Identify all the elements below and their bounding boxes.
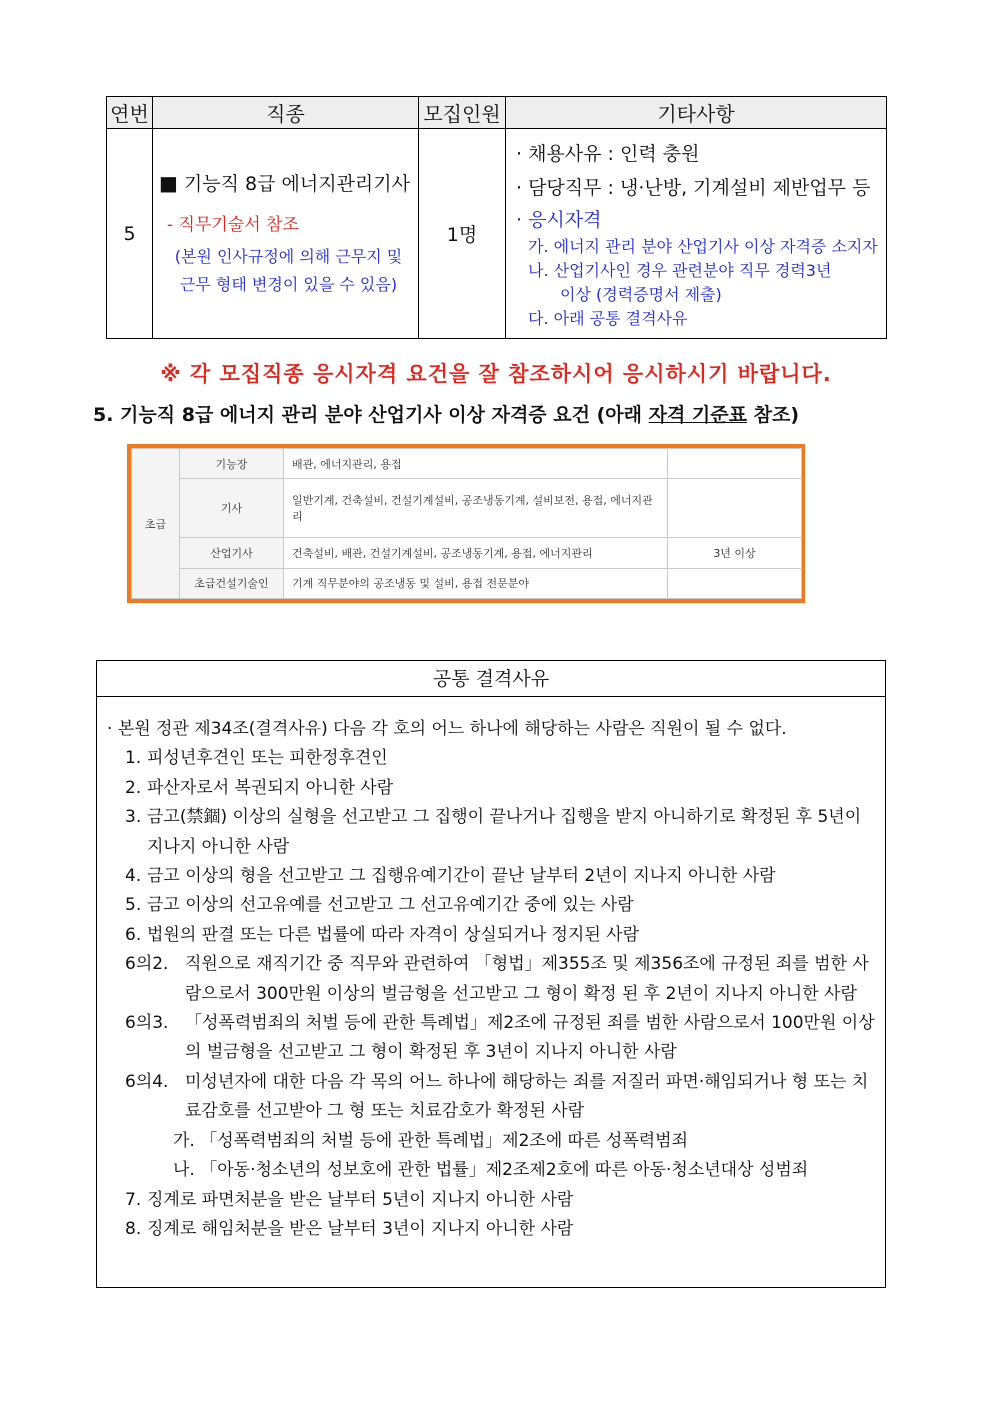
fields-cell: 기계 직무분야의 공조냉동 및 설비, 용접 전문분야: [284, 568, 668, 598]
years-cell: [668, 568, 802, 598]
section-5-prefix: 5. 기능직 8급 에너지 관리 분야 산업기사 이상 자격증 요건 (아래: [93, 404, 649, 426]
job-note-line2: 근무 형태 변경이 있을 수 있음): [179, 274, 398, 294]
row-job-cell: [153, 129, 419, 339]
list-item: [107, 1009, 879, 1068]
item-number: 1.: [125, 748, 142, 769]
header-count: 모집인원: [419, 97, 506, 129]
square-bullet-icon: ■: [159, 170, 178, 195]
table-row: [132, 568, 802, 598]
header-other: 기타사항: [506, 97, 887, 129]
item-number: 5.: [125, 895, 142, 916]
years-cell: 3년 이상: [668, 538, 802, 568]
list-item: [107, 921, 879, 950]
sub-item-a: 가. 「성폭력범죄의 처벌 등에 관한 특례법」제2조에 따른 성폭력범죄: [173, 1130, 689, 1151]
item-number: 2.: [125, 777, 142, 798]
item-text: 금고 이상의 형을 선고받고 그 집행유예기간이 끝난 날부터 2년이 지나지 아니한 사람: [147, 866, 776, 887]
item-text: 파산자로서 복권되지 아니한 사람: [147, 777, 394, 798]
item-number: 8.: [125, 1218, 142, 1239]
disqualification-body: [97, 697, 885, 1244]
level-cell: 초급: [132, 449, 180, 599]
list-item: [107, 744, 879, 773]
item-number: 6의4.: [125, 1071, 169, 1092]
table-row: [132, 479, 802, 538]
qualification-b2: 이상 (경력증명서 제출): [560, 284, 722, 304]
table-row: [132, 449, 802, 479]
item-text: 징계로 해임처분을 받은 날부터 3년이 지나지 아니한 사람: [147, 1218, 574, 1239]
row-count: 1명: [419, 129, 506, 339]
duty: · 담당직무 : 냉·난방, 기계설비 제반업무 등: [516, 176, 871, 199]
row-other-cell: [506, 129, 887, 339]
section-5-suffix: 참조): [747, 404, 800, 426]
job-note-line1: (본원 인사규정에 의해 근무지 및: [174, 246, 403, 266]
disqualification-title: 공통 결격사유: [97, 661, 885, 697]
item-number: 7.: [125, 1189, 142, 1210]
job-title: 기능직 8급 에너지관리기사: [183, 172, 410, 195]
item-number: 6의3.: [125, 1013, 169, 1034]
table-row: [132, 538, 802, 568]
item-text: 징계로 파면처분을 받은 날부터 5년이 지나지 아니한 사람: [147, 1189, 574, 1210]
job-title-line: [159, 169, 418, 196]
header-job-type: 직종: [153, 97, 419, 129]
list-item: [107, 1068, 879, 1127]
list-item: [107, 803, 879, 862]
job-table-row: [107, 129, 887, 339]
section-5-underlined: 자격 기준표: [648, 404, 747, 426]
job-note: [159, 243, 418, 299]
grade-cell: 기사: [180, 479, 284, 538]
item-text: 금고(禁錮) 이상의 실형을 선고받고 그 집행이 끝나거나 집행을 받지 아니하기로 확정된 후 5년이 지나지 아니한 사람: [147, 807, 862, 857]
header-no: 연번: [107, 97, 153, 129]
qualification-b1: 나. 산업기사인 경우 관련분야 직무 경력3년: [528, 260, 832, 280]
years-cell: [668, 449, 802, 479]
item-text: 금고 이상의 선고유예를 선고받고 그 선고유예기간 중에 있는 사람: [147, 895, 634, 916]
item-text: 직원으로 재직기간 중 직무와 관련하여 「형법」제355조 및 제356조에 규정된 죄를 범한 사람으로서 300만원 이상의 벌금형을 선고받고 그 형이 확정 된 후 2년이 지나지 아니한 사람: [185, 954, 869, 1004]
grade-cell: 기능장: [180, 449, 284, 479]
item-text: 미성년자에 대한 다음 각 목의 어느 하나에 해당하는 죄를 저질러 파면·해임되거나 형 또는 치료감호를 선고받아 그 형 또는 치료감호가 확정된 사람: [185, 1071, 869, 1122]
section-5-heading: [93, 400, 799, 427]
qualification-title: · 응시자격: [516, 208, 602, 231]
item-text: 피성년후견인 또는 피한정후견인: [147, 748, 388, 769]
list-item: [107, 1186, 879, 1215]
item-number: 6의2.: [125, 954, 169, 975]
list-item: [107, 774, 879, 803]
notice: ※ 각 모집직종 응시자격 요건을 잘 참조하시어 응시하시기 바랍니다.: [160, 362, 832, 386]
job-table: [106, 96, 887, 339]
row-no: 5: [107, 129, 153, 339]
item-number: 3.: [125, 807, 142, 828]
disqualification-box: [96, 660, 886, 1288]
item-text: 법원의 판결 또는 다른 법률에 따라 자격이 상실되거나 정지된 사람: [147, 924, 640, 945]
list-item: [107, 1215, 879, 1244]
years-cell: [668, 479, 802, 538]
fields-cell: 일반기계, 건축설비, 건설기계설비, 공조냉동기계, 설비보전, 용접, 에너지관리: [284, 479, 668, 538]
list-item: [107, 862, 879, 891]
qualification-criteria-table: [131, 448, 802, 599]
qualification-c: 다. 아래 공통 결격사유: [528, 308, 688, 328]
list-item: [107, 950, 879, 1009]
sub-item-b: 나. 「아동·청소년의 성보호에 관한 법률」제2조제2호에 따른 아동·청소년대상 성범죄: [173, 1160, 809, 1181]
job-table-header-row: [107, 97, 887, 129]
qualification-a: 가. 에너지 관리 분야 산업기사 이상 자격증 소지자: [528, 236, 878, 256]
grade-cell: 산업기사: [180, 538, 284, 568]
item-text: 「성폭력범죄의 처벌 등에 관한 특례법」제2조에 규정된 죄를 범한 사람으로서 100만원 이상의 벌금형을 선고받고 그 형이 확정된 후 3년이 지나지 아니한 사람: [185, 1013, 875, 1063]
qualification-criteria-box: [127, 444, 805, 603]
grade-cell: 초급건설기술인: [180, 568, 284, 598]
list-item: [107, 891, 879, 920]
item-number: 6.: [125, 924, 142, 945]
hiring-reason: · 채용사유 : 인력 충원: [516, 142, 700, 165]
item-number: 4.: [125, 866, 142, 887]
job-description-ref: - 직무기술서 참조: [167, 214, 299, 235]
fields-cell: 배관, 에너지관리, 용접: [284, 449, 668, 479]
disqualification-intro: · 본원 정관 제34조(결격사유) 다음 각 호의 어느 하나에 해당하는 사람은 직원이 될 수 없다.: [107, 719, 787, 739]
fields-cell: 건축설비, 배관, 건설기계설비, 공조냉동기계, 용접, 에너지관리: [284, 538, 668, 568]
